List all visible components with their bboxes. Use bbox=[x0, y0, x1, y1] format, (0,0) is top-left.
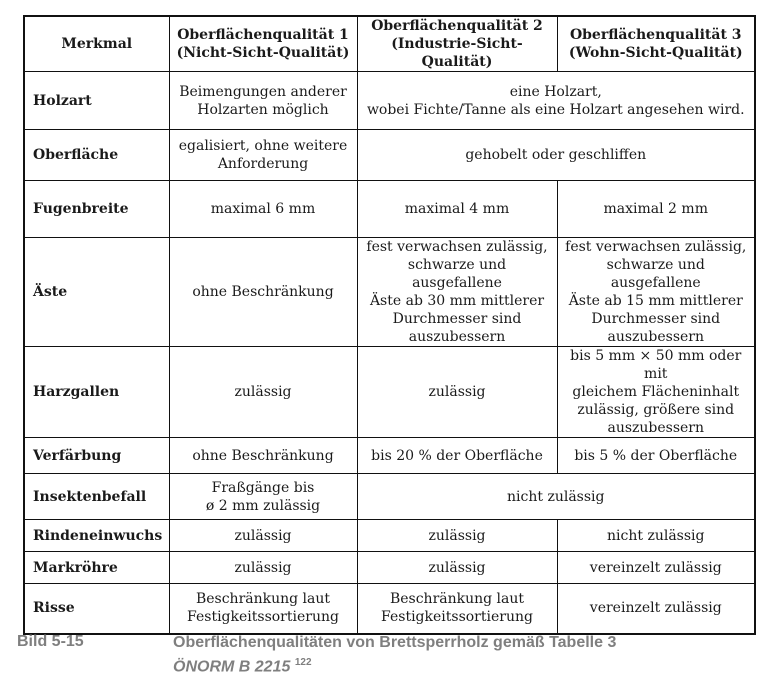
cell-q2: maximal 4 mm bbox=[357, 181, 557, 238]
cell-q2-q3: eine Holzart, wobei Fichte/Tanne als eine Holzart angesehen wird. bbox=[357, 72, 755, 130]
cell-q1: zulässig bbox=[169, 347, 357, 438]
cell-q3: bis 5 % der Oberfläche bbox=[557, 438, 755, 474]
cell-q3: vereinzelt zulässig bbox=[557, 584, 755, 634]
row-label: Risse bbox=[24, 584, 169, 634]
caption-text-block bbox=[173, 633, 762, 677]
cell-q2: fest verwachsen zulässig, schwarze und ausgefallene Äste ab 30 mm mittlerer Durchmesser sind auszubessern bbox=[357, 238, 557, 347]
header-quality-3: Oberflächenqualität 3 (Wohn-Sicht-Qualität) bbox=[557, 16, 755, 72]
cell-q3: nicht zulässig bbox=[557, 520, 755, 552]
cell-q1: Fraßgänge bis ø 2 mm zulässig bbox=[169, 474, 357, 520]
header-merkmal: Merkmal bbox=[24, 16, 169, 72]
cell-q1: ohne Beschränkung bbox=[169, 238, 357, 347]
cell-q2: zulässig bbox=[357, 347, 557, 438]
caption-footnote: 122 bbox=[294, 657, 312, 668]
row-label: Harzgallen bbox=[24, 347, 169, 438]
cell-q2: zulässig bbox=[357, 552, 557, 584]
cell-q1: Beschränkung laut Festigkeitssortierung bbox=[169, 584, 357, 634]
table-header-row bbox=[24, 16, 755, 72]
row-label: Markröhre bbox=[24, 552, 169, 584]
cell-q1: egalisiert, ohne weitere Anforderung bbox=[169, 130, 357, 181]
row-label: Oberfläche bbox=[24, 130, 169, 181]
surface-quality-table bbox=[23, 15, 756, 635]
cell-q1: zulässig bbox=[169, 552, 357, 584]
table-row-holzart bbox=[24, 72, 755, 130]
table-row-aeste bbox=[24, 238, 755, 347]
header-quality-2: Oberflächenqualität 2 (Industrie-Sicht-Qualität) bbox=[357, 16, 557, 72]
table-row-harzgallen bbox=[24, 347, 755, 438]
table-row-insektenbefall bbox=[24, 474, 755, 520]
caption-text: Oberflächenqualitäten von Brettsperrholz gemäß Tabelle 3 bbox=[173, 634, 617, 651]
row-label: Rindeneinwuchs bbox=[24, 520, 169, 552]
row-label: Holzart bbox=[24, 72, 169, 130]
row-label: Insektenbefall bbox=[24, 474, 169, 520]
cell-q2: bis 20 % der Oberfläche bbox=[357, 438, 557, 474]
cell-q3: bis 5 mm × 50 mm oder mit gleichem Flächeninhalt zulässig, größere sind auszubessern bbox=[557, 347, 755, 438]
cell-q2: zulässig bbox=[357, 520, 557, 552]
table-row-verfaerbung bbox=[24, 438, 755, 474]
row-label: Äste bbox=[24, 238, 169, 347]
caption-label: Bild 5-15 bbox=[17, 633, 84, 650]
table-row-fugenbreite bbox=[24, 181, 755, 238]
header-quality-1: Oberflächenqualität 1 (Nicht-Sicht-Qualität) bbox=[169, 16, 357, 72]
table-row-risse bbox=[24, 584, 755, 634]
table-row-rindeneinwuchs bbox=[24, 520, 755, 552]
row-label: Verfärbung bbox=[24, 438, 169, 474]
cell-q2-q3: nicht zulässig bbox=[357, 474, 755, 520]
cell-q1: Beimengungen anderer Holzarten möglich bbox=[169, 72, 357, 130]
table-row-markroehre bbox=[24, 552, 755, 584]
cell-q3: fest verwachsen zulässig, schwarze und ausgefallene Äste ab 15 mm mittlerer Durchmesser sind auszubessern bbox=[557, 238, 755, 347]
cell-q1: maximal 6 mm bbox=[169, 181, 357, 238]
cell-q2: Beschränkung laut Festigkeitssortierung bbox=[357, 584, 557, 634]
cell-q2-q3: gehobelt oder geschliffen bbox=[357, 130, 755, 181]
table-row-oberflaeche bbox=[24, 130, 755, 181]
row-label: Fugenbreite bbox=[24, 181, 169, 238]
cell-q1: zulässig bbox=[169, 520, 357, 552]
cell-q3: vereinzelt zulässig bbox=[557, 552, 755, 584]
cell-q1: ohne Beschränkung bbox=[169, 438, 357, 474]
caption-norm: ÖNORM B 2215 bbox=[173, 658, 291, 676]
cell-q3: maximal 2 mm bbox=[557, 181, 755, 238]
